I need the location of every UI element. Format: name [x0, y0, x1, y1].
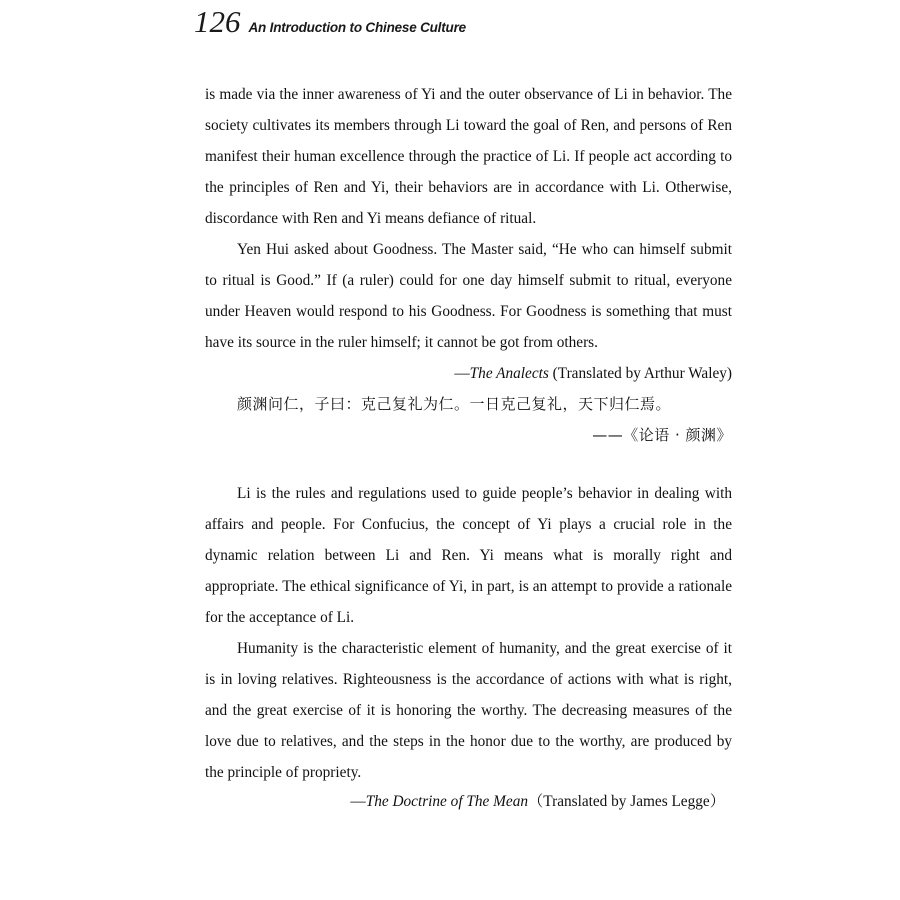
- analects-title: The Analects: [469, 365, 549, 382]
- analects-quote: Yen Hui asked about Goodness. The Master said, “He who can himself submit to ritual is Good.” If (a ruler) could for one day himself submit to ritual, everyone under Heaven would respond to his Goodness. For Goodness is something that must have its source in the ruler himself; it cannot be got from others.: [205, 241, 732, 351]
- text-block-lower: [205, 478, 732, 788]
- doctrine-attribution: [205, 786, 725, 817]
- book-title: An Introduction to Chinese Culture: [248, 20, 466, 35]
- paragraph-li: Li is the rules and regulations used to guide people’s behavior in dealing with affairs and people. For Confucius, the concept of Yi plays a crucial role in the dynamic relation between Li and Ren. Yi means what is morally right and appropriate. The ethical significance of Yi, in part, is an attempt to provide a rationale for the acceptance of Li.: [205, 485, 732, 626]
- doctrine-quote: Humanity is the characteristic element of humanity, and the great exercise of it is in loving relatives. Righteousness is the accordance of actions with what is right, and the great exercise of it is honoring the worthy. The decreasing measures of the love due to relatives, and the steps in the honor due to the worthy, are produced by the principle of propriety.: [205, 640, 732, 781]
- doctrine-translator: （Translated by James Legge）: [528, 793, 725, 810]
- chinese-attribution: ——《论语 · 颜渊》: [592, 426, 732, 444]
- text-block-upper: [205, 79, 732, 451]
- paragraph-continuation: is made via the inner awareness of Yi and the outer observance of Li in behavior. The society cultivates its members through Li toward the goal of Ren, and persons of Ren manifest their human excellence through the practice of Li. If people act according to the principles of Ren and Yi, their behaviors are in accordance with Li. Otherwise, discordance with Ren and Yi means defiance of ritual.: [205, 86, 732, 227]
- page-number: 126: [194, 4, 241, 39]
- analects-translator: (Translated by Arthur Waley): [548, 365, 732, 382]
- attribution-dash-2: —: [350, 793, 366, 810]
- analects-attribution: [205, 358, 732, 389]
- running-head: [194, 2, 466, 42]
- chinese-quote: 颜渊问仁，子曰：克己复礼为仁。一日克己复礼，天下归仁焉。: [237, 395, 672, 413]
- doctrine-title: The Doctrine of The Mean: [365, 793, 528, 810]
- attribution-dash: —: [454, 365, 470, 382]
